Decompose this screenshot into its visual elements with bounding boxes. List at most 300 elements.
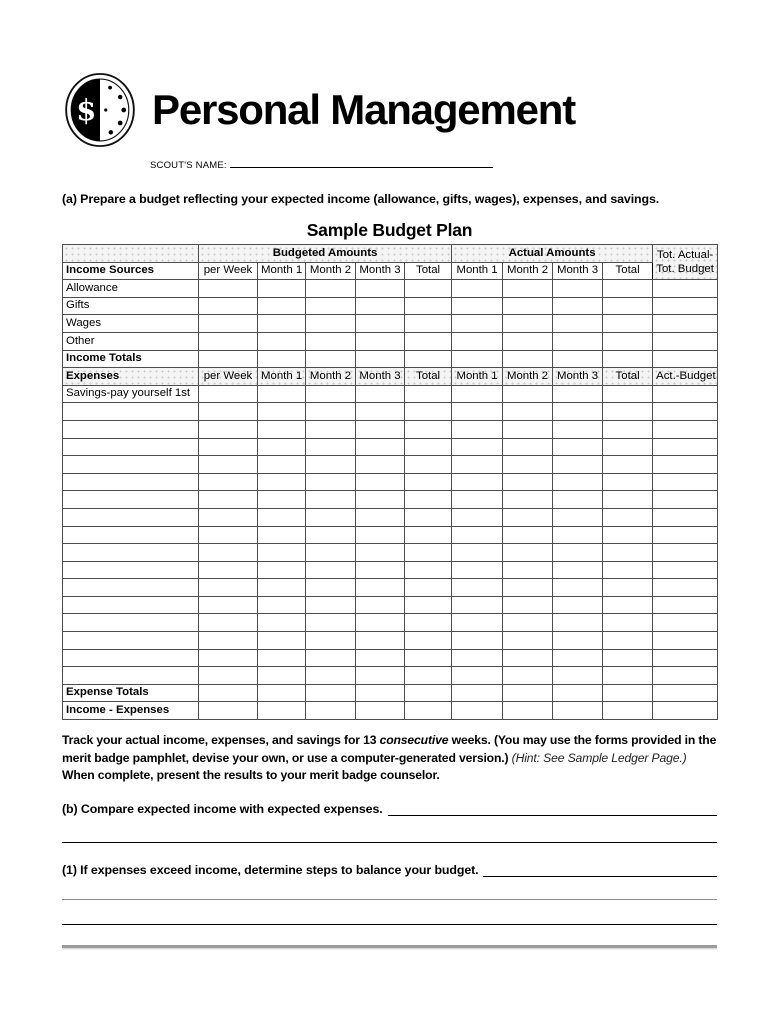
page-title: Personal Management <box>152 86 575 133</box>
budget-cell[interactable] <box>405 456 452 474</box>
budget-cell[interactable] <box>603 420 653 438</box>
budget-cell[interactable] <box>356 385 405 403</box>
col-header-month2: Month 2 <box>306 368 356 386</box>
budget-cell[interactable] <box>603 649 653 667</box>
blank-expense-row <box>63 438 718 456</box>
income-row-other <box>63 332 718 350</box>
budget-cell[interactable] <box>199 350 258 368</box>
col-header-total: Total <box>405 368 452 386</box>
tracking-note <box>62 732 717 785</box>
budget-cell[interactable] <box>199 420 258 438</box>
budget-cell[interactable] <box>258 632 306 650</box>
col-header-total-actual: Total <box>603 368 653 386</box>
budget-cell[interactable] <box>553 508 603 526</box>
income-row-wages <box>63 315 718 333</box>
budget-cell[interactable] <box>653 491 718 509</box>
expense-label-cell[interactable] <box>63 456 199 474</box>
budget-cell[interactable] <box>306 544 356 562</box>
budget-cell[interactable] <box>199 297 258 315</box>
budget-cell[interactable] <box>553 491 603 509</box>
budget-cell[interactable] <box>356 702 405 720</box>
budget-cell[interactable] <box>553 403 603 421</box>
budget-cell[interactable] <box>603 702 653 720</box>
budget-cell[interactable] <box>553 579 603 597</box>
budget-cell[interactable] <box>199 403 258 421</box>
budget-cell[interactable] <box>306 561 356 579</box>
budget-cell[interactable] <box>356 614 405 632</box>
budget-cell[interactable] <box>653 579 718 597</box>
budget-cell[interactable] <box>653 684 718 702</box>
income-totals-label: Income Totals <box>63 350 199 368</box>
budget-cell[interactable] <box>258 420 306 438</box>
budget-cell[interactable] <box>356 632 405 650</box>
budget-cell[interactable] <box>356 315 405 333</box>
expense-label-cell[interactable] <box>63 403 199 421</box>
income-row-gifts <box>63 297 718 315</box>
budget-cell[interactable] <box>306 438 356 456</box>
budget-cell[interactable] <box>405 596 452 614</box>
budget-cell[interactable] <box>405 544 452 562</box>
budget-cell[interactable] <box>503 315 553 333</box>
budget-cell[interactable] <box>199 702 258 720</box>
expense-totals-label: Expense Totals <box>63 684 199 702</box>
budget-cell[interactable] <box>603 508 653 526</box>
expense-label-cell[interactable] <box>63 473 199 491</box>
expense-label-cell[interactable] <box>63 561 199 579</box>
budget-cell[interactable] <box>258 297 306 315</box>
budget-cell[interactable] <box>258 649 306 667</box>
budget-cell[interactable] <box>603 561 653 579</box>
budget-cell[interactable] <box>258 456 306 474</box>
budget-cell[interactable] <box>503 473 553 491</box>
budget-cell[interactable] <box>258 596 306 614</box>
budget-cell[interactable] <box>199 561 258 579</box>
budget-cell[interactable] <box>199 438 258 456</box>
blank-expense-row <box>63 526 718 544</box>
budget-cell[interactable] <box>405 438 452 456</box>
budget-cell[interactable] <box>553 385 603 403</box>
budget-cell[interactable] <box>603 403 653 421</box>
budget-cell[interactable] <box>553 596 603 614</box>
budget-cell[interactable] <box>653 403 718 421</box>
expense-label-cell[interactable] <box>63 420 199 438</box>
budget-cell[interactable] <box>653 632 718 650</box>
budget-cell[interactable] <box>503 491 553 509</box>
expense-label-cell[interactable] <box>63 596 199 614</box>
expense-label-cell[interactable] <box>63 544 199 562</box>
budget-cell[interactable] <box>199 614 258 632</box>
budget-cell[interactable] <box>405 649 452 667</box>
budget-cell[interactable] <box>503 649 553 667</box>
budget-cell[interactable] <box>653 649 718 667</box>
budget-cell[interactable] <box>306 649 356 667</box>
budget-cell[interactable] <box>603 491 653 509</box>
budget-cell[interactable] <box>452 315 503 333</box>
budget-cell[interactable] <box>258 667 306 685</box>
budget-cell[interactable] <box>356 332 405 350</box>
budget-cell[interactable] <box>653 297 718 315</box>
budget-cell[interactable] <box>503 350 553 368</box>
budget-cell[interactable] <box>405 315 452 333</box>
budget-cell[interactable] <box>258 403 306 421</box>
budget-cell[interactable] <box>653 544 718 562</box>
budget-cell[interactable] <box>405 684 452 702</box>
budget-cell[interactable] <box>405 702 452 720</box>
budget-cell[interactable] <box>503 702 553 720</box>
expense-label-cell[interactable] <box>63 438 199 456</box>
budget-cell[interactable] <box>199 315 258 333</box>
budget-cell[interactable] <box>653 561 718 579</box>
answer-line[interactable] <box>62 842 717 843</box>
budget-cell[interactable] <box>653 420 718 438</box>
expense-label-cell[interactable] <box>63 526 199 544</box>
budget-cell[interactable] <box>306 403 356 421</box>
col-header-month1-actual: Month 1 <box>452 262 503 280</box>
budget-cell[interactable] <box>452 508 503 526</box>
budget-cell[interactable] <box>603 350 653 368</box>
budget-cell[interactable] <box>356 280 405 298</box>
budget-cell[interactable] <box>306 315 356 333</box>
budget-cell[interactable] <box>553 632 603 650</box>
note-text: When complete, present the results to your merit badge counselor. <box>62 768 440 783</box>
answer-line[interactable] <box>483 863 717 877</box>
budget-cell[interactable] <box>653 332 718 350</box>
budget-cell[interactable] <box>306 684 356 702</box>
budget-cell[interactable] <box>553 684 603 702</box>
budget-cell[interactable] <box>452 280 503 298</box>
scout-name-input-line[interactable] <box>230 157 493 168</box>
budget-cell[interactable] <box>553 544 603 562</box>
scout-name-row <box>150 157 717 171</box>
budget-cell[interactable] <box>553 350 603 368</box>
budget-cell[interactable] <box>603 632 653 650</box>
budget-cell[interactable] <box>199 649 258 667</box>
budget-cell[interactable] <box>452 596 503 614</box>
budget-cell[interactable] <box>258 385 306 403</box>
budget-cell[interactable] <box>306 526 356 544</box>
budget-cell[interactable] <box>356 667 405 685</box>
budget-cell[interactable] <box>452 702 503 720</box>
budget-cell[interactable] <box>503 561 553 579</box>
budget-cell[interactable] <box>199 596 258 614</box>
budget-cell[interactable] <box>603 438 653 456</box>
budget-cell[interactable] <box>258 491 306 509</box>
answer-line[interactable] <box>62 899 717 900</box>
budget-cell[interactable] <box>452 491 503 509</box>
budget-cell[interactable] <box>503 544 553 562</box>
budget-cell[interactable] <box>503 280 553 298</box>
budget-cell[interactable] <box>306 702 356 720</box>
budget-cell[interactable] <box>356 438 405 456</box>
budget-cell[interactable] <box>356 508 405 526</box>
budget-cell[interactable] <box>553 280 603 298</box>
expense-label-cell[interactable] <box>63 508 199 526</box>
budget-cell[interactable] <box>199 332 258 350</box>
budget-cell[interactable] <box>452 350 503 368</box>
budget-cell[interactable] <box>199 684 258 702</box>
budget-cell[interactable] <box>452 632 503 650</box>
budget-cell[interactable] <box>452 579 503 597</box>
budget-cell[interactable] <box>553 561 603 579</box>
budget-cell[interactable] <box>405 403 452 421</box>
budget-cell[interactable] <box>553 667 603 685</box>
col-header-month1: Month 1 <box>258 262 306 280</box>
budget-cell[interactable] <box>452 403 503 421</box>
budget-cell[interactable] <box>356 684 405 702</box>
budget-cell[interactable] <box>405 579 452 597</box>
budget-cell[interactable] <box>503 297 553 315</box>
budget-cell[interactable] <box>356 456 405 474</box>
budget-cell[interactable] <box>199 473 258 491</box>
budget-cell[interactable] <box>258 684 306 702</box>
budget-cell[interactable] <box>452 332 503 350</box>
requirement-b-row <box>62 802 717 816</box>
budget-cell[interactable] <box>258 280 306 298</box>
budget-cell[interactable] <box>603 667 653 685</box>
budget-cell[interactable] <box>356 544 405 562</box>
budget-cell[interactable] <box>452 526 503 544</box>
budget-cell[interactable] <box>306 456 356 474</box>
budget-cell[interactable] <box>452 385 503 403</box>
budget-cell[interactable] <box>356 526 405 544</box>
budget-cell[interactable] <box>306 579 356 597</box>
income-header-row <box>63 262 718 280</box>
budget-cell[interactable] <box>603 544 653 562</box>
budget-cell[interactable] <box>258 544 306 562</box>
budget-cell[interactable] <box>199 544 258 562</box>
budget-cell[interactable] <box>653 473 718 491</box>
budget-cell[interactable] <box>452 667 503 685</box>
budget-cell[interactable] <box>452 649 503 667</box>
budget-cell[interactable] <box>405 614 452 632</box>
budget-cell[interactable] <box>306 350 356 368</box>
budget-cell[interactable] <box>653 315 718 333</box>
budget-cell[interactable] <box>452 473 503 491</box>
budget-cell[interactable] <box>405 667 452 685</box>
budget-cell[interactable] <box>199 491 258 509</box>
budget-cell[interactable] <box>356 350 405 368</box>
budget-cell[interactable] <box>356 491 405 509</box>
blank-rows <box>63 403 718 685</box>
budget-cell[interactable] <box>258 579 306 597</box>
tot-budget-line: Tot. Budget <box>656 263 714 276</box>
budget-cell[interactable] <box>405 561 452 579</box>
expense-label-cell[interactable] <box>63 632 199 650</box>
budget-cell[interactable] <box>258 702 306 720</box>
budget-cell[interactable] <box>653 526 718 544</box>
expense-label-cell[interactable] <box>63 491 199 509</box>
budget-cell[interactable] <box>553 297 603 315</box>
budget-cell[interactable] <box>258 508 306 526</box>
blank-expense-row <box>63 579 718 597</box>
budget-cell[interactable] <box>405 632 452 650</box>
requirement-a-text: (a) Prepare a budget reflecting your expected income (allowance, gifts, wages), expenses, and savings. <box>62 192 660 206</box>
budget-cell[interactable] <box>603 456 653 474</box>
col-header-total: Total <box>405 262 452 280</box>
budget-cell[interactable] <box>405 297 452 315</box>
budget-cell[interactable] <box>306 280 356 298</box>
budget-cell[interactable] <box>553 649 603 667</box>
budget-cell[interactable] <box>653 702 718 720</box>
budget-cell[interactable] <box>356 579 405 597</box>
budget-cell[interactable] <box>503 332 553 350</box>
budget-cell[interactable] <box>503 579 553 597</box>
budget-cell[interactable] <box>553 315 603 333</box>
col-header-month3: Month 3 <box>356 262 405 280</box>
budget-cell[interactable] <box>405 420 452 438</box>
budget-cell[interactable] <box>356 473 405 491</box>
budget-cell[interactable] <box>306 596 356 614</box>
budget-cell[interactable] <box>199 456 258 474</box>
blank-expense-row <box>63 456 718 474</box>
budget-cell[interactable] <box>405 491 452 509</box>
budget-cell[interactable] <box>603 614 653 632</box>
budget-cell[interactable] <box>653 508 718 526</box>
expense-label-cell[interactable] <box>63 614 199 632</box>
budget-cell[interactable] <box>452 544 503 562</box>
budget-cell[interactable] <box>503 420 553 438</box>
budget-cell[interactable] <box>603 526 653 544</box>
budget-cell[interactable] <box>306 297 356 315</box>
budget-cell[interactable] <box>653 385 718 403</box>
budget-cell[interactable] <box>199 579 258 597</box>
requirement-b-text: (b) Compare expected income with expected expenses. <box>62 802 383 817</box>
budget-cell[interactable] <box>553 702 603 720</box>
budget-cell[interactable] <box>503 438 553 456</box>
row-label: Allowance <box>63 280 199 298</box>
budget-cell[interactable] <box>258 315 306 333</box>
budget-cell[interactable] <box>603 280 653 298</box>
budget-cell[interactable] <box>356 420 405 438</box>
expense-label-cell[interactable] <box>63 667 199 685</box>
page-divider <box>62 945 717 948</box>
budget-cell[interactable] <box>603 684 653 702</box>
budget-cell[interactable] <box>603 473 653 491</box>
answer-line[interactable] <box>62 924 717 925</box>
budget-cell[interactable] <box>503 456 553 474</box>
budget-cell[interactable] <box>306 508 356 526</box>
budget-cell[interactable] <box>553 332 603 350</box>
budget-cell[interactable] <box>199 526 258 544</box>
budget-cell[interactable] <box>452 614 503 632</box>
budget-cell[interactable] <box>503 614 553 632</box>
budget-cell[interactable] <box>653 596 718 614</box>
col-header-month2-actual: Month 2 <box>503 262 553 280</box>
budget-cell[interactable] <box>405 332 452 350</box>
budget-cell[interactable] <box>452 420 503 438</box>
budget-cell[interactable] <box>258 473 306 491</box>
budget-cell[interactable] <box>553 438 603 456</box>
budget-cell[interactable] <box>653 280 718 298</box>
budget-cell[interactable] <box>553 473 603 491</box>
budget-cell[interactable] <box>503 385 553 403</box>
budget-cell[interactable] <box>653 350 718 368</box>
budget-cell[interactable] <box>356 403 405 421</box>
budget-cell[interactable] <box>306 332 356 350</box>
budget-cell[interactable] <box>603 297 653 315</box>
budget-cell[interactable] <box>452 438 503 456</box>
col-header-income-sources: Income Sources <box>63 262 199 280</box>
budget-cell[interactable] <box>603 579 653 597</box>
budget-cell[interactable] <box>306 614 356 632</box>
col-header-month3: Month 3 <box>356 368 405 386</box>
budget-cell[interactable] <box>553 614 603 632</box>
budget-cell[interactable] <box>653 456 718 474</box>
answer-line[interactable] <box>388 802 717 816</box>
budget-cell[interactable] <box>356 297 405 315</box>
budget-cell[interactable] <box>306 632 356 650</box>
budget-cell[interactable] <box>603 596 653 614</box>
budget-cell[interactable] <box>356 596 405 614</box>
budget-cell[interactable] <box>503 526 553 544</box>
expense-label-cell[interactable] <box>63 649 199 667</box>
budget-cell[interactable] <box>452 561 503 579</box>
row-label: Gifts <box>63 297 199 315</box>
budget-cell[interactable] <box>258 526 306 544</box>
note-hint: (Hint: See Sample Ledger Page.) <box>511 750 687 765</box>
budget-cell[interactable] <box>503 596 553 614</box>
budget-cell[interactable] <box>356 561 405 579</box>
budget-cell[interactable] <box>405 280 452 298</box>
budget-cell[interactable] <box>452 456 503 474</box>
budget-cell[interactable] <box>258 614 306 632</box>
budget-cell[interactable] <box>306 420 356 438</box>
budget-cell[interactable] <box>199 508 258 526</box>
budget-cell[interactable] <box>258 561 306 579</box>
dollar-glyph: $ <box>76 93 97 128</box>
budget-cell[interactable] <box>553 456 603 474</box>
budget-cell[interactable] <box>306 473 356 491</box>
budget-cell[interactable] <box>258 438 306 456</box>
budget-cell[interactable] <box>405 473 452 491</box>
budget-cell[interactable] <box>258 350 306 368</box>
col-header-month3-actual: Month 3 <box>553 368 603 386</box>
budget-cell[interactable] <box>452 684 503 702</box>
budget-cell[interactable] <box>452 297 503 315</box>
budget-cell[interactable] <box>503 403 553 421</box>
budget-cell[interactable] <box>199 667 258 685</box>
budget-cell[interactable] <box>653 667 718 685</box>
budget-cell[interactable] <box>553 526 603 544</box>
budget-cell[interactable] <box>405 508 452 526</box>
budget-cell[interactable] <box>405 350 452 368</box>
budget-cell[interactable] <box>199 385 258 403</box>
budget-cell[interactable] <box>603 332 653 350</box>
budget-cell[interactable] <box>199 632 258 650</box>
dollar-clock-icon <box>64 71 136 149</box>
requirement-b1-text: (1) If expenses exceed income, determine steps to balance your budget. <box>62 863 479 878</box>
budget-cell[interactable] <box>199 280 258 298</box>
budget-cell[interactable] <box>503 667 553 685</box>
budget-cell[interactable] <box>306 491 356 509</box>
expense-label-cell[interactable] <box>63 579 199 597</box>
col-header-month3-actual: Month 3 <box>553 262 603 280</box>
budget-cell[interactable] <box>405 526 452 544</box>
budget-cell[interactable] <box>306 385 356 403</box>
budget-cell[interactable] <box>258 332 306 350</box>
budget-cell[interactable] <box>553 420 603 438</box>
budget-cell[interactable] <box>603 385 653 403</box>
budget-cell[interactable] <box>356 649 405 667</box>
budget-cell[interactable] <box>653 614 718 632</box>
budget-cell[interactable] <box>653 438 718 456</box>
budget-cell[interactable] <box>405 385 452 403</box>
budget-cell[interactable] <box>603 315 653 333</box>
budget-cell[interactable] <box>503 632 553 650</box>
budget-cell[interactable] <box>503 684 553 702</box>
budget-cell[interactable] <box>503 508 553 526</box>
budget-cell[interactable] <box>306 667 356 685</box>
